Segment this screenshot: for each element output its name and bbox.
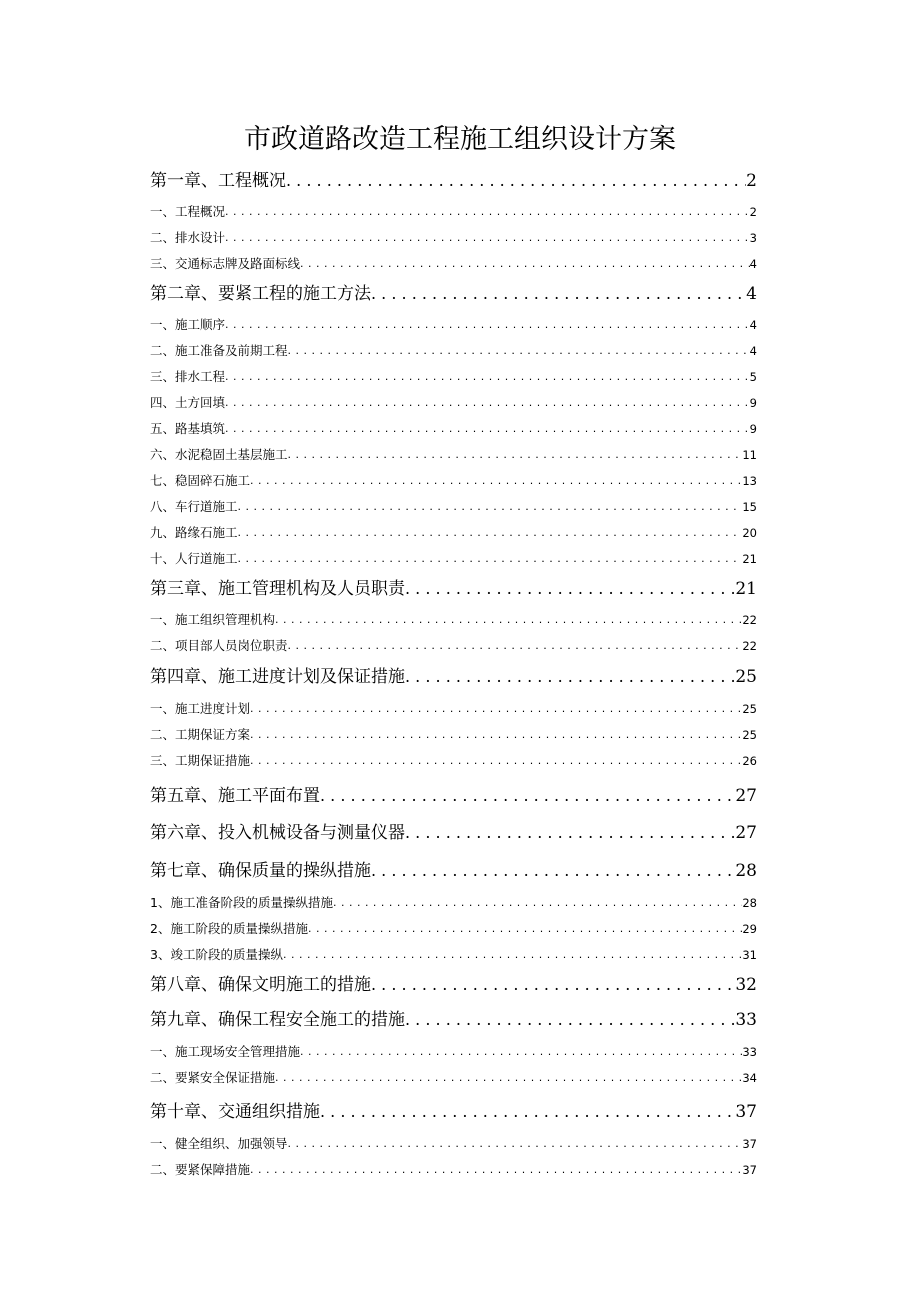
toc-section-entry[interactable] (150, 1043, 757, 1061)
toc-entry-label: 一、施工进度计划 (150, 701, 251, 716)
toc-entry-label: 五、路基填筑 (150, 421, 226, 436)
toc-chapter-entry[interactable] (150, 1009, 757, 1031)
toc-page-number: 25 (742, 728, 757, 742)
toc-page-number: 3 (749, 231, 757, 245)
toc-dot-leader (250, 726, 742, 744)
toc-page-number: 5 (749, 370, 757, 384)
toc-entry-label: 第一章、工程概况 (150, 171, 286, 191)
toc-section-entry[interactable] (150, 316, 757, 334)
toc-section-entry[interactable] (150, 342, 757, 360)
toc-section-entry[interactable] (150, 229, 757, 247)
toc-page-number: 2 (746, 171, 757, 191)
toc-page-number: 13 (742, 474, 757, 488)
toc-dot-leader (275, 611, 742, 629)
toc-entry-label: 一、施工现场安全管理措施 (150, 1044, 301, 1059)
toc-entry-label: 三、工期保证措施 (150, 753, 251, 768)
toc-chapter-entry[interactable] (150, 974, 757, 996)
toc-dot-leader (238, 524, 743, 542)
toc-section-entry[interactable] (150, 1161, 757, 1179)
toc-dot-leader (405, 822, 735, 844)
toc-page-number: 25 (735, 667, 757, 687)
toc-dot-leader (225, 420, 750, 438)
toc-dot-leader (250, 752, 742, 770)
toc-dot-leader (288, 342, 750, 360)
toc-dot-leader (333, 894, 742, 912)
toc-entry-label: 二、项目部人员岗位职责 (150, 638, 288, 653)
toc-entry-label: 第四章、施工进度计划及保证措施 (150, 667, 405, 687)
toc-section-entry[interactable] (150, 894, 757, 912)
toc-chapter-entry[interactable] (150, 283, 757, 305)
toc-dot-leader (320, 785, 735, 807)
toc-section-entry[interactable] (150, 550, 757, 568)
toc-section-entry[interactable] (150, 498, 757, 516)
toc-page-number: 9 (749, 422, 757, 436)
toc-chapter-entry[interactable] (150, 666, 757, 688)
toc-section-entry[interactable] (150, 368, 757, 386)
toc-section-entry[interactable] (150, 1135, 757, 1153)
toc-dot-leader (238, 498, 743, 516)
toc-dot-leader (371, 974, 735, 996)
toc-page-number: 4 (749, 344, 757, 358)
toc-dot-leader (300, 255, 750, 273)
toc-section-entry[interactable] (150, 700, 757, 718)
toc-page-number: 29 (742, 922, 757, 936)
toc-entry-label: 第七章、确保质量的操纵措施 (150, 861, 371, 881)
toc-dot-leader (320, 1101, 735, 1123)
toc-entry-label: 四、土方回填 (150, 395, 226, 410)
toc-chapter-entry[interactable] (150, 170, 757, 192)
toc-page-number: 28 (735, 861, 757, 881)
toc-page-number: 33 (735, 1010, 757, 1030)
toc-entry-label: 三、交通标志牌及路面标线 (150, 256, 301, 271)
toc-page-number: 31 (742, 948, 757, 962)
toc-page-number: 4 (746, 284, 757, 304)
toc-dot-leader (225, 316, 750, 334)
toc-entry-label: 一、施工组织管理机构 (150, 612, 276, 627)
toc-entry-label: 一、工程概况 (150, 204, 226, 219)
toc-entry-label: 第五章、施工平面布置 (150, 786, 320, 806)
toc-page-number: 15 (742, 500, 757, 514)
toc-page-number: 4 (749, 318, 757, 332)
toc-page-number: 26 (742, 754, 757, 768)
toc-entry-label: 三、排水工程 (150, 369, 226, 384)
toc-entry-label: 第十章、交通组织措施 (150, 1102, 320, 1122)
toc-entry-label: 第三章、施工管理机构及人员职责 (150, 579, 405, 599)
toc-page-number: 21 (735, 579, 757, 599)
toc-page-number: 22 (742, 613, 757, 627)
toc-chapter-entry[interactable] (150, 578, 757, 600)
toc-page-number: 22 (742, 639, 757, 653)
toc-dot-leader (300, 1043, 742, 1061)
toc-dot-leader (288, 637, 743, 655)
toc-entry-label: 二、要紧安全保证措施 (150, 1070, 276, 1085)
toc-page-number: 28 (742, 896, 757, 910)
toc-entry-label: 第八章、确保文明施工的措施 (150, 975, 371, 995)
toc-dot-leader (250, 700, 742, 718)
toc-dot-leader (286, 170, 746, 192)
toc-entry-label: 3、竣工阶段的质量操纵 (150, 947, 283, 962)
toc-entry-label: 第六章、投入机械设备与测量仪器 (150, 823, 405, 843)
toc-section-entry[interactable] (150, 255, 757, 273)
toc-dot-leader (288, 446, 743, 464)
toc-chapter-entry[interactable] (150, 785, 757, 807)
toc-section-entry[interactable] (150, 726, 757, 744)
toc-dot-leader (371, 860, 735, 882)
toc-entry-label: 七、稳固碎石施工 (150, 473, 251, 488)
toc-page-number: 20 (742, 526, 757, 540)
toc-dot-leader (283, 946, 742, 964)
toc-entry-label: 第二章、要紧工程的施工方法 (150, 284, 371, 304)
toc-page-number: 32 (735, 975, 757, 995)
toc-dot-leader (405, 578, 735, 600)
toc-page-number: 9 (749, 396, 757, 410)
toc-page-number: 37 (735, 1102, 757, 1122)
toc-page-number: 27 (735, 823, 757, 843)
toc-entry-label: 1、施工准备阶段的质量操纵措施 (150, 895, 333, 910)
toc-dot-leader (371, 283, 746, 305)
toc-section-entry[interactable] (150, 611, 757, 629)
toc-page-number: 25 (742, 702, 757, 716)
toc-chapter-entry[interactable] (150, 822, 757, 844)
toc-dot-leader (405, 666, 735, 688)
toc-section-entry[interactable] (150, 1069, 757, 1087)
toc-chapter-entry[interactable] (150, 860, 757, 882)
toc-section-entry[interactable] (150, 920, 757, 938)
toc-dot-leader (250, 1161, 742, 1179)
toc-section-entry[interactable] (150, 203, 757, 221)
toc-dot-leader (225, 368, 750, 386)
toc-dot-leader (225, 229, 750, 247)
toc-page-number: 37 (742, 1137, 757, 1151)
toc-section-entry[interactable] (150, 472, 757, 490)
toc-entry-label: 一、施工顺序 (150, 317, 226, 332)
toc-section-entry[interactable] (150, 752, 757, 770)
toc-dot-leader (250, 472, 742, 490)
toc-page-number: 33 (742, 1045, 757, 1059)
toc-section-entry[interactable] (150, 394, 757, 412)
toc-entry-label: 八、车行道施工 (150, 499, 238, 514)
toc-page-number: 4 (749, 257, 757, 271)
toc-entry-label: 二、施工准备及前期工程 (150, 343, 288, 358)
toc-entry-label: 六、水泥稳固土基层施工 (150, 447, 288, 462)
toc-page-number: 27 (735, 786, 757, 806)
toc-dot-leader (405, 1009, 735, 1031)
document-title: 市政道路改造工程施工组织设计方案 (244, 124, 676, 155)
toc-entry-label: 第九章、确保工程安全施工的措施 (150, 1010, 405, 1030)
toc-dot-leader (225, 394, 750, 412)
toc-page-number: 21 (742, 552, 757, 566)
toc-entry-label: 2、施工阶段的质量操纵措施 (150, 921, 308, 936)
toc-page-number: 11 (742, 448, 757, 462)
toc-section-entry[interactable] (150, 524, 757, 542)
toc-dot-leader (308, 920, 742, 938)
toc-page-number: 37 (742, 1163, 757, 1177)
toc-entry-label: 一、健全组织、加强领导 (150, 1136, 288, 1151)
toc-entry-label: 二、要紧保障措施 (150, 1162, 251, 1177)
toc-section-entry[interactable] (150, 420, 757, 438)
toc-dot-leader (225, 203, 750, 221)
toc-page-number: 2 (749, 205, 757, 219)
toc-entry-label: 二、工期保证方案 (150, 727, 251, 742)
toc-section-entry[interactable] (150, 946, 757, 964)
toc-dot-leader (275, 1069, 742, 1087)
toc-page-number: 34 (742, 1071, 757, 1085)
toc-dot-leader (288, 1135, 743, 1153)
toc-entry-label: 二、排水设计 (150, 230, 226, 245)
toc-entry-label: 九、路缘石施工 (150, 525, 238, 540)
toc-entry-label: 十、人行道施工 (150, 551, 238, 566)
toc-dot-leader (238, 550, 743, 568)
toc-chapter-entry[interactable] (150, 1101, 757, 1123)
toc-section-entry[interactable] (150, 637, 757, 655)
toc-section-entry[interactable] (150, 446, 757, 464)
